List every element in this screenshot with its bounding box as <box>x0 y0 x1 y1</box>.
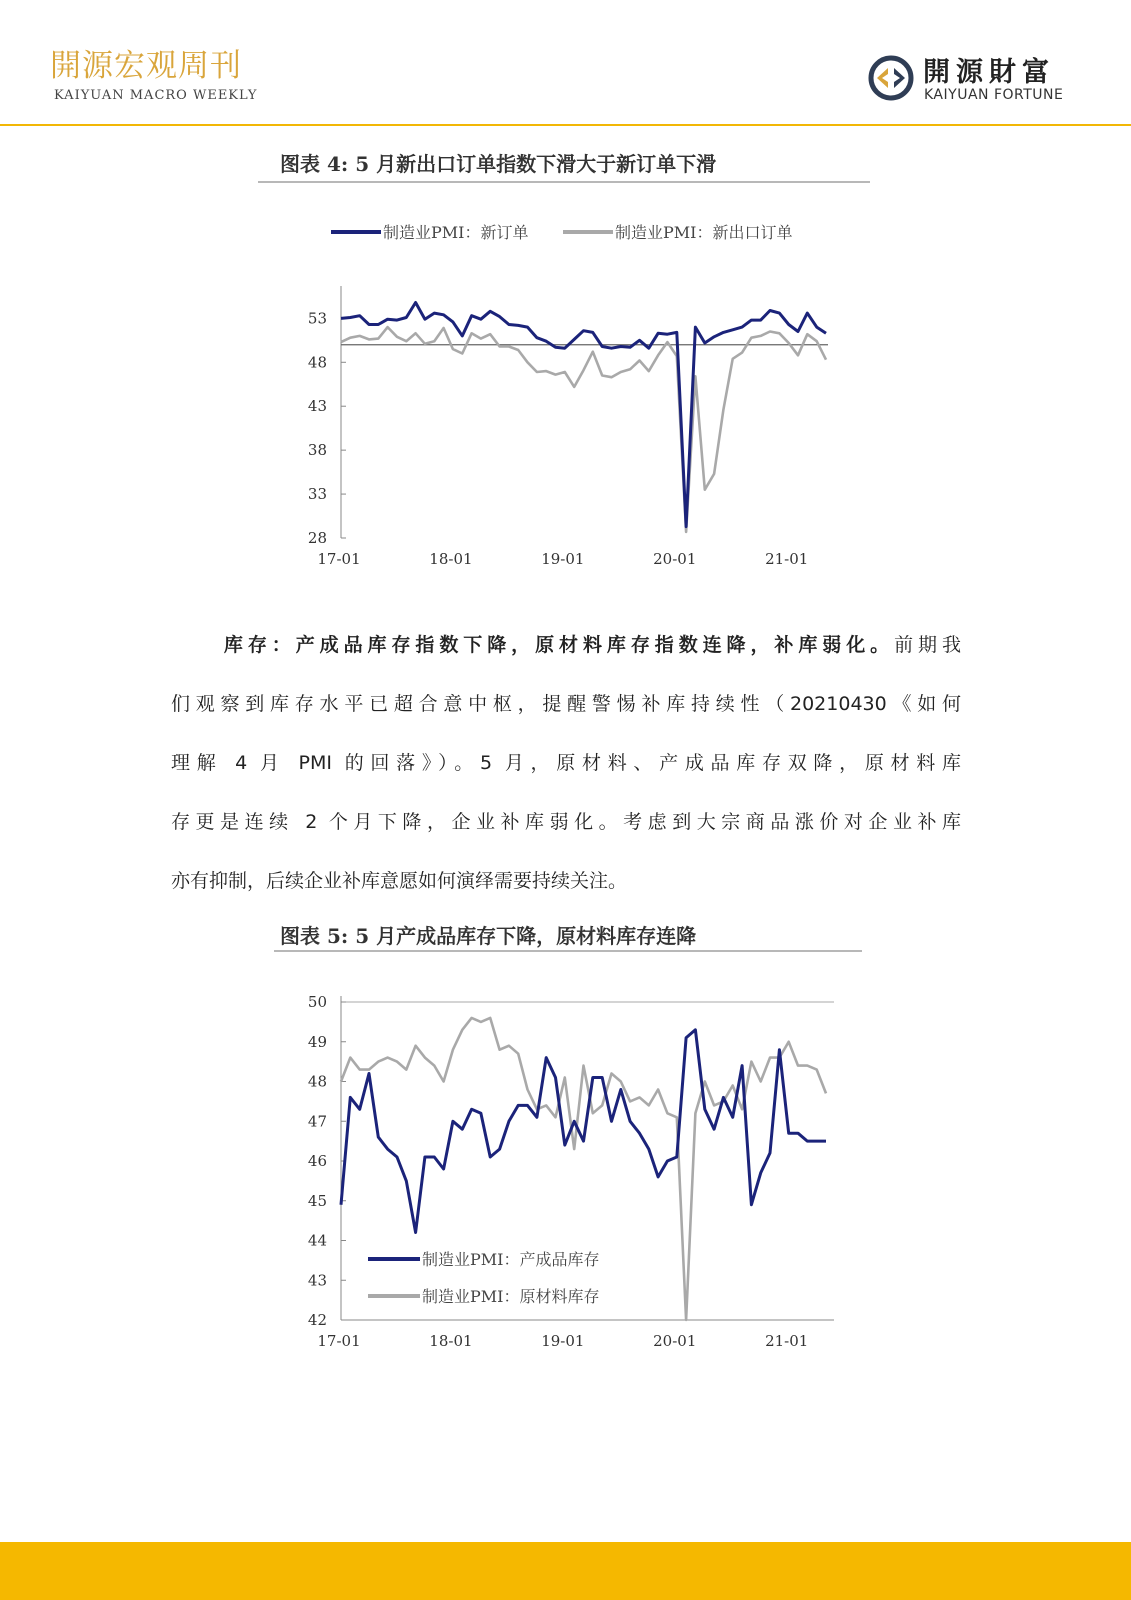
fig5-series-navy-line <box>341 1030 826 1233</box>
fig5-x-tick-label: 17-01 <box>317 1332 361 1350</box>
fig4-y-tick-label: 28 <box>307 529 327 547</box>
fig5-legend-label-2: 制造业PMI：原材料库存 <box>422 1287 600 1306</box>
fig5-y-tick-label: 46 <box>307 1152 327 1170</box>
logo-english-name: KAIYUAN FORTUNE <box>924 87 1064 103</box>
figure5-title: 图表 5: 5 月产成品库存下降，原材料库存连降 <box>280 924 697 948</box>
fig4-legend-label-1: 制造业PMI：新订单 <box>383 223 529 242</box>
publication-subtitle: KAIYUAN MACRO WEEKLY <box>54 88 258 103</box>
fig4-x-tick-label: 17-01 <box>317 550 361 568</box>
publication-title: 開源宏观周刊 <box>50 48 242 84</box>
paragraph-line-4: 存更是连续 2 个月下降，企业补库弱化。考虑到大宗商品涨价对企业补库 <box>171 811 961 833</box>
fig4-x-tick-label: 19-01 <box>541 550 585 568</box>
paragraph-line-3: 理解 4 月 PMI 的回落》）。5 月，原材料、产成品库存双降，原材料库 <box>171 752 961 774</box>
fig5-x-tick-label: 19-01 <box>541 1332 585 1350</box>
fig5-x-tick-label: 18-01 <box>429 1332 473 1350</box>
fig5-y-tick-label: 45 <box>307 1191 327 1210</box>
logo-chinese-name: 開源財富 <box>923 57 1055 88</box>
fig4-y-tick-label: 53 <box>307 309 327 328</box>
fig5-legend-label-1: 制造业PMI：产成品库存 <box>422 1250 600 1269</box>
fig4-y-tick-label: 38 <box>307 441 327 460</box>
fig5-y-tick-label: 49 <box>307 1032 327 1051</box>
fig5-y-tick-label: 48 <box>307 1072 327 1091</box>
fig4-x-tick-label: 20-01 <box>653 550 697 568</box>
fig4-y-tick-label: 43 <box>307 397 327 416</box>
paragraph-line1-rest: 前期我 <box>894 634 961 656</box>
fig4-x-tick-label: 21-01 <box>765 550 809 568</box>
fig4-x-tick-label: 18-01 <box>429 550 473 568</box>
footer-bar <box>0 1542 1131 1600</box>
fig5-y-tick-label: 42 <box>307 1311 327 1329</box>
fig5-y-tick-label: 47 <box>307 1112 327 1131</box>
fig5-x-tick-label: 20-01 <box>653 1332 697 1350</box>
fig4-y-tick-label: 48 <box>307 353 327 372</box>
fig5-x-tick-label: 21-01 <box>765 1332 809 1350</box>
paragraph-line-5: 亦有抑制，后续企业补库意愿如何演绎需要持续关注。 <box>171 870 628 892</box>
fig4-legend-label-2: 制造业PMI：新出口订单 <box>615 223 793 242</box>
paragraph-bold-lead: 库存：产成品库存指数下降，原材料库存指数连降，补库弱化。 <box>219 634 895 656</box>
fig5-y-tick-label: 44 <box>307 1231 327 1250</box>
fig5-series-gray-line <box>341 1018 826 1320</box>
fig4-y-tick-label: 33 <box>307 485 327 504</box>
paragraph-line-2: 们观察到库存水平已超合意中枢，提醒警惕补库持续性（20210430《如何 <box>171 693 961 715</box>
fig5-y-tick-label: 50 <box>307 993 327 1011</box>
figure4-title: 图表 4: 5 月新出口订单指数下滑大于新订单下滑 <box>280 152 717 176</box>
fig5-y-tick-label: 43 <box>307 1271 327 1290</box>
